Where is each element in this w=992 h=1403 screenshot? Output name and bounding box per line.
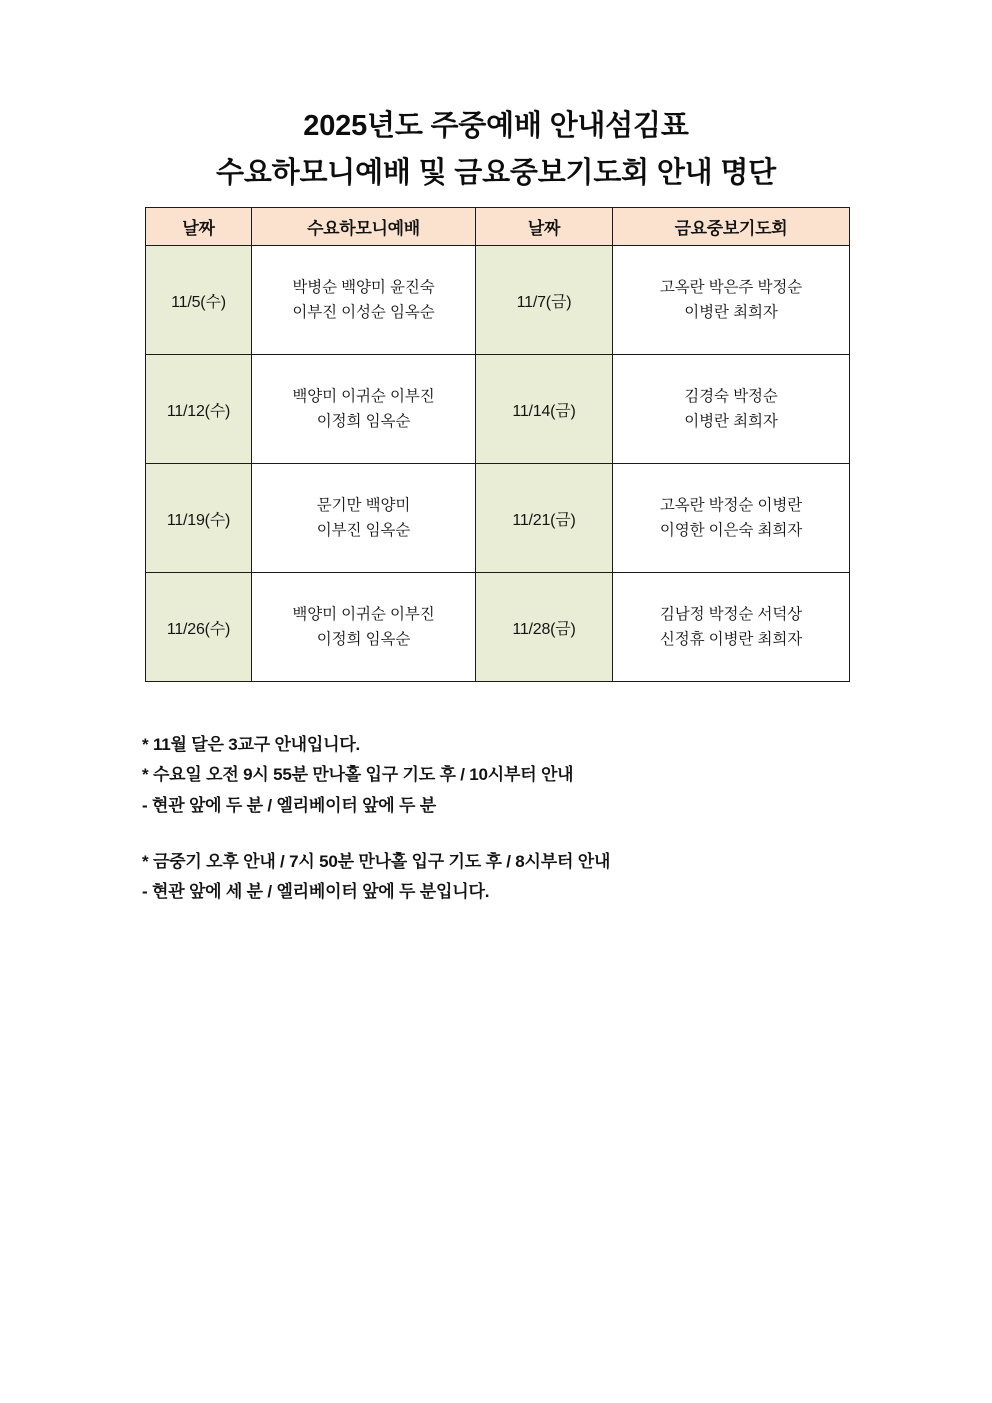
table-row xyxy=(146,246,850,355)
name-line: 고옥란 박은주 박정순 xyxy=(659,278,803,296)
cell-wed-date: 11/5(수) xyxy=(146,246,252,355)
cell-wed-names xyxy=(252,246,476,355)
name-line: 이병란 최희자 xyxy=(684,413,778,430)
name-line: 고옥란 박정순 이병란 xyxy=(659,496,803,514)
cell-fri-date: 11/7(금) xyxy=(476,246,613,355)
notes-group-wednesday xyxy=(142,730,902,821)
column-header-wed-service: 수요하모니예배 xyxy=(252,208,476,246)
cell-wed-date: 11/19(수) xyxy=(146,464,252,573)
table-row xyxy=(146,573,850,682)
note-line: - 현관 앞에 두 분 / 엘리베이터 앞에 두 분 xyxy=(142,795,437,815)
cell-fri-date: 11/21(금) xyxy=(476,464,613,573)
name-line: 이정희 임옥순 xyxy=(316,413,411,430)
cell-wed-date: 11/26(수) xyxy=(146,573,252,682)
name-line: 이부진 임옥순 xyxy=(316,522,411,539)
cell-wed-names xyxy=(252,464,476,573)
cell-fri-date: 11/28(금) xyxy=(476,573,613,682)
document-title xyxy=(0,108,992,192)
name-line: 김남정 박정순 서덕상 xyxy=(659,605,803,623)
name-line: 문기만 백양미 xyxy=(316,496,411,514)
cell-wed-names xyxy=(252,573,476,682)
name-line: 이정희 임옥순 xyxy=(316,631,411,648)
cell-fri-names xyxy=(613,464,850,573)
title-line-secondary: 수요하모니예배 및 금요중보기도회 안내 명단 xyxy=(216,157,776,190)
cell-fri-names xyxy=(613,355,850,464)
cell-wed-names xyxy=(252,355,476,464)
cell-fri-names xyxy=(613,246,850,355)
name-line: 이병란 최희자 xyxy=(684,304,778,321)
name-line: 박병순 백양미 윤진숙 xyxy=(292,278,435,296)
schedule-table xyxy=(145,207,850,682)
cell-fri-names xyxy=(613,573,850,682)
name-line: 이영한 이은숙 최희자 xyxy=(659,522,803,539)
name-line: 이부진 이성순 임옥순 xyxy=(292,304,435,321)
name-line: 백양미 이귀순 이부진 xyxy=(292,605,435,623)
column-header-fri-date: 날짜 xyxy=(476,208,613,246)
note-line: - 현관 앞에 세 분 / 엘리베이터 앞에 두 분입니다. xyxy=(142,882,490,901)
table-header-row xyxy=(146,208,850,246)
notes-group-friday xyxy=(142,847,902,908)
table-row xyxy=(146,355,850,464)
table-row xyxy=(146,464,850,573)
note-line: * 11월 달은 3교구 안내입니다. xyxy=(142,735,361,754)
cell-fri-date: 11/14(금) xyxy=(476,355,613,464)
notes-section xyxy=(142,730,902,907)
name-line: 김경숙 박정순 xyxy=(684,387,778,405)
column-header-wed-date: 날짜 xyxy=(146,208,252,246)
cell-wed-date: 11/12(수) xyxy=(146,355,252,464)
note-line: * 금중기 오후 안내 / 7시 50분 만나홀 입구 기도 후 / 8시부터 안내 xyxy=(142,851,611,871)
note-line: * 수요일 오전 9시 55분 만나홀 입구 기도 후 / 10시부터 안내 xyxy=(142,765,574,785)
notes-spacer xyxy=(142,821,902,847)
name-line: 신정휴 이병란 최희자 xyxy=(659,631,803,648)
title-line-primary: 2025년도 주중예배 안내섬김표 xyxy=(303,110,689,142)
column-header-fri-service: 금요중보기도회 xyxy=(613,208,850,246)
name-line: 백양미 이귀순 이부진 xyxy=(292,387,435,405)
